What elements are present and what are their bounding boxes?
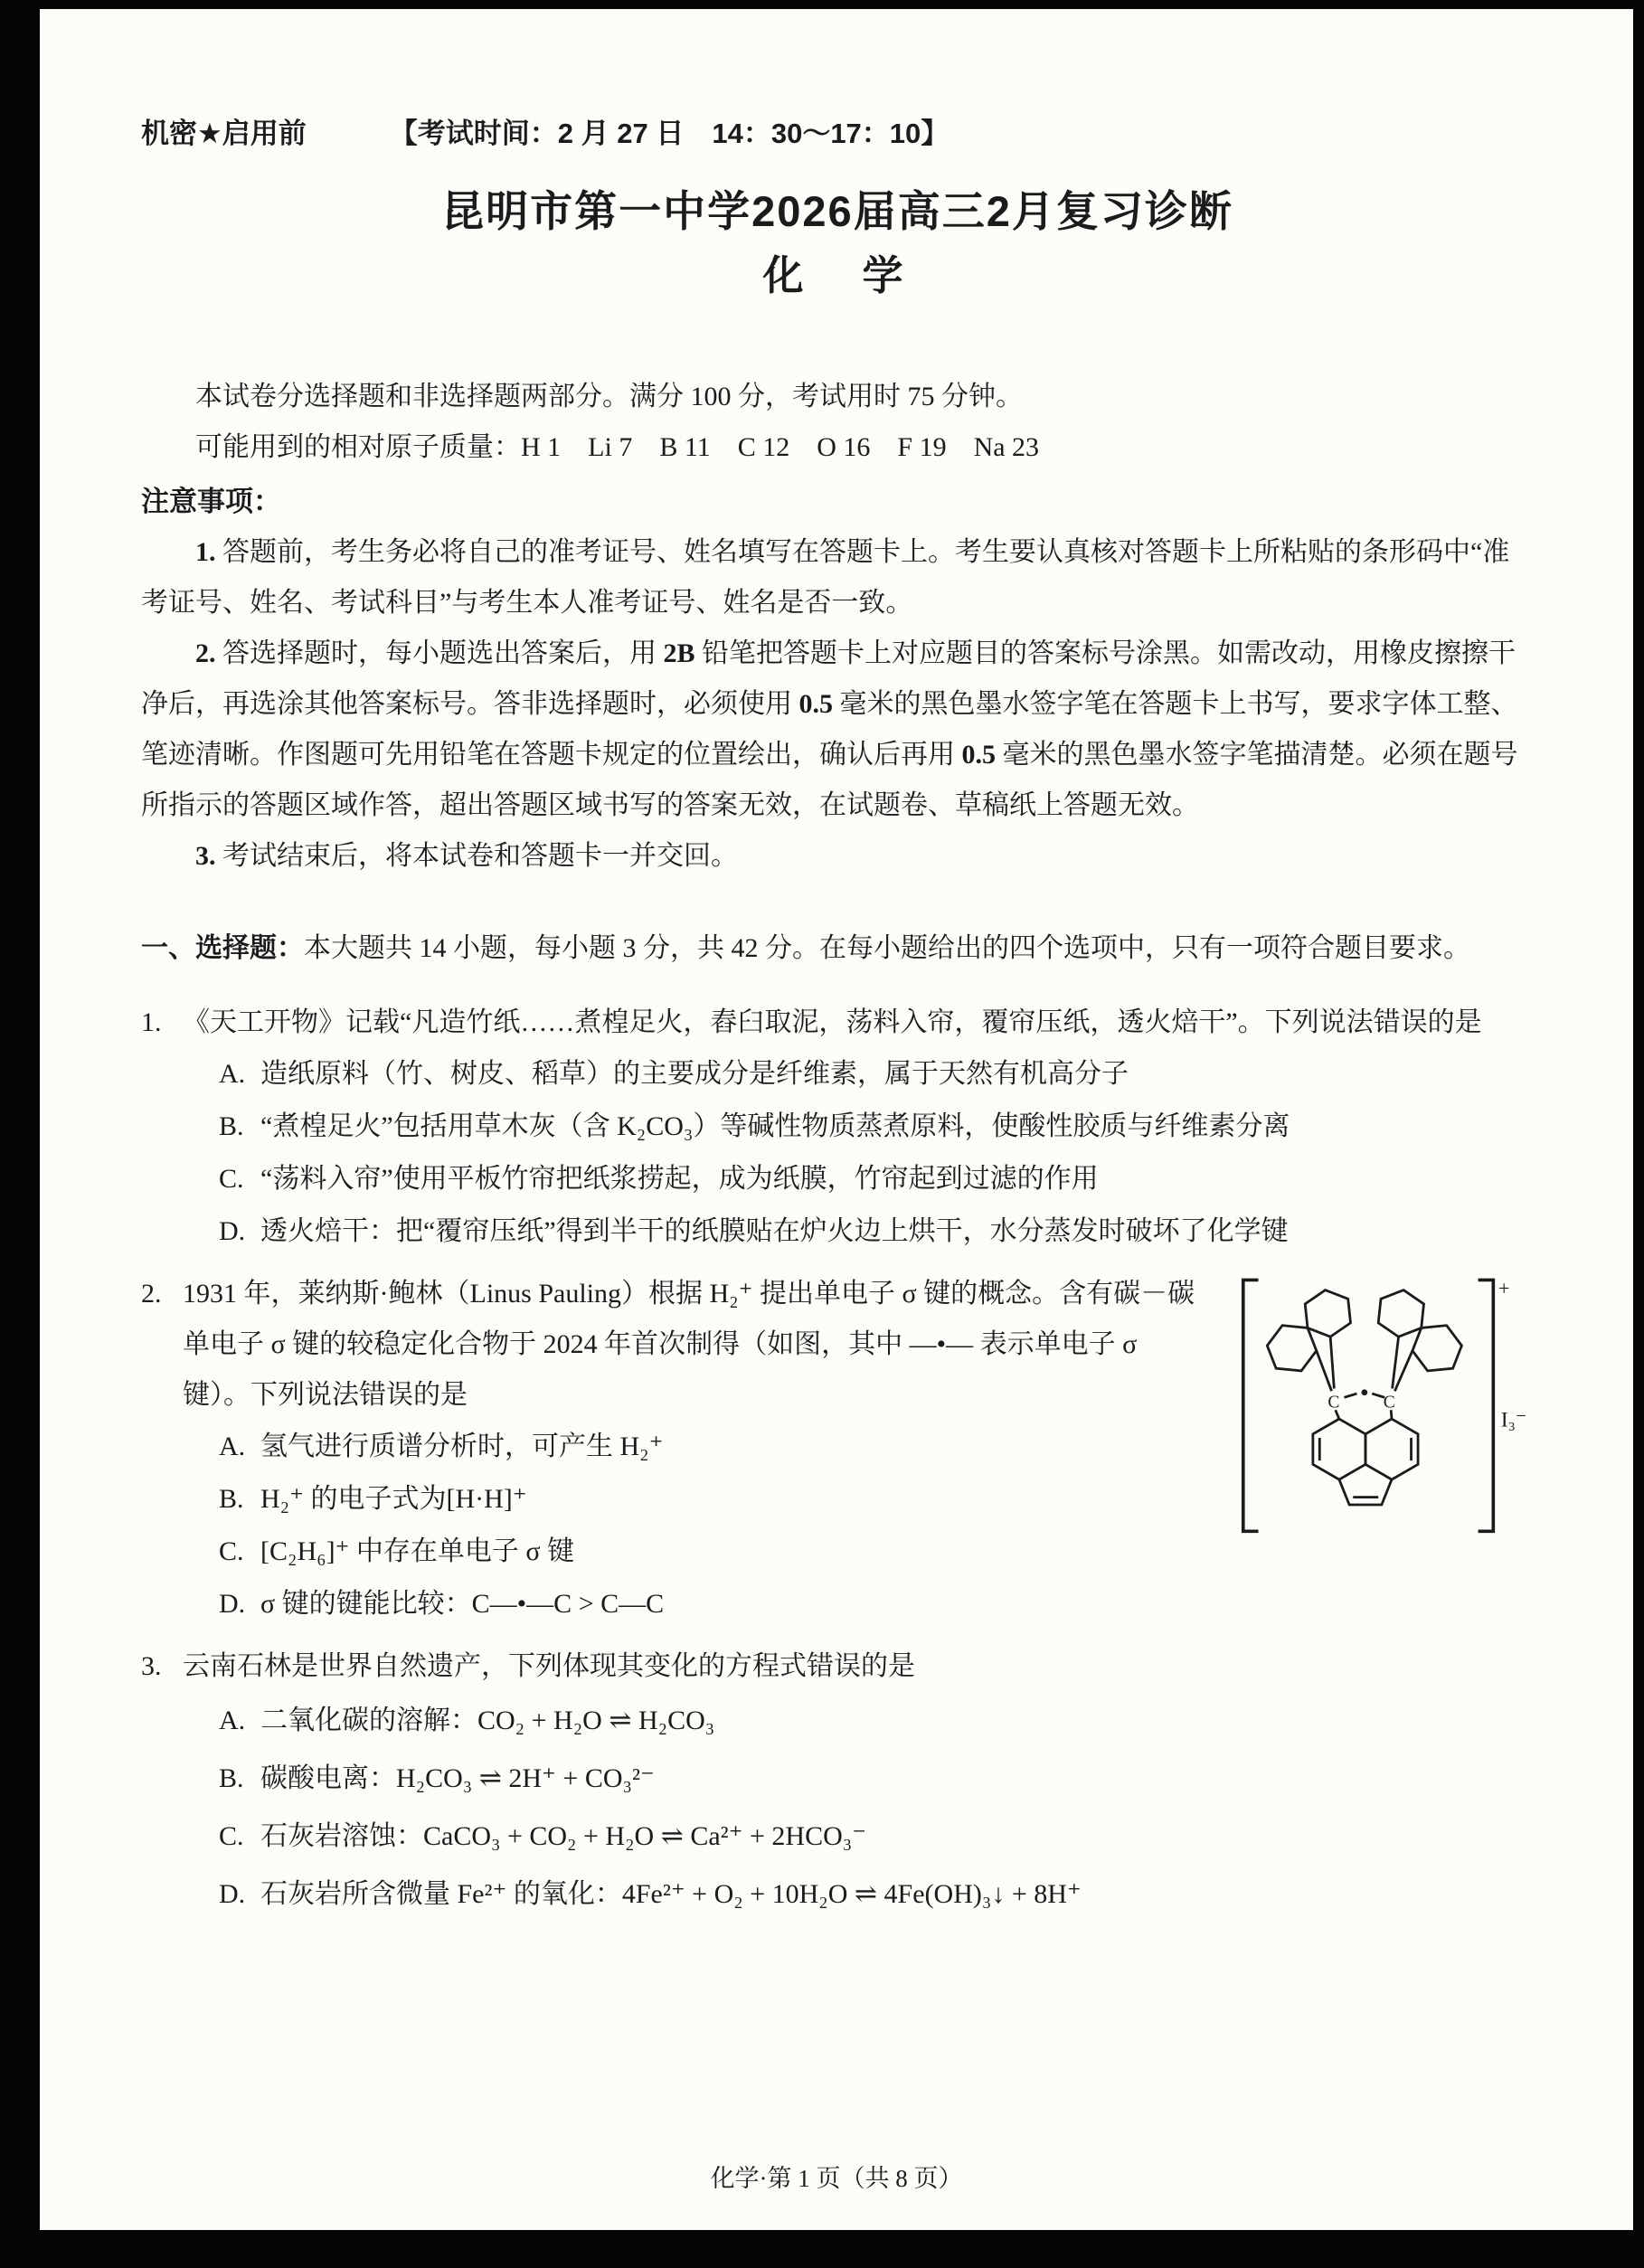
option-d-text: σ 键的键能比较：C—•—C > C—C (260, 1589, 665, 1619)
notice-item-1-number: 1. (195, 537, 216, 567)
notice-item-2-bold-05b: 0.5 (961, 740, 996, 770)
molecule-structure-diagram (1228, 1272, 1546, 1544)
page-footer: 化学·第 1 页（共 8 页） (710, 2165, 963, 2192)
question-3 (141, 1641, 1534, 1923)
question-1-option-d (219, 1205, 1534, 1258)
intro-line-1: 本试卷分选择题和非选择题两部分。满分 100 分，考试用时 75 分钟。 (195, 382, 1023, 411)
option-c-label: C. (219, 1821, 244, 1851)
notice-item-2 (141, 628, 1534, 831)
option-a-label: A. (219, 1706, 246, 1735)
question-1-stem: 《天工开物》记载“凡造竹纸……煮楻足火，舂臼取泥，荡料入帘，覆帘压纸，透火焙干”。下列说法错误的是 (183, 1007, 1482, 1037)
question-1-number: 1. (141, 1007, 162, 1037)
option-a-label: A. (219, 1059, 246, 1089)
ring (1413, 1326, 1461, 1371)
option-b-label: B. (219, 1763, 244, 1793)
notice-item-3-number: 3. (195, 841, 216, 871)
notice-item-2-text-d: 毫米的黑色墨水签字笔描清楚。必须在题号所指示的答题区域作答，超出答题区域书写的答案无效，在试题卷、草稿纸上答题无效。 (141, 740, 1518, 820)
option-d-text: 透火焙干：把“覆帘压纸”得到半干的纸膜贴在炉火边上烘干，水分蒸发时破坏了化学键 (260, 1216, 1289, 1246)
question-2-stem: 1931 年，莱纳斯·鲍林（Linus Pauling）根据 H₂⁺ 提出单电子 σ 键的概念。含有碳－碳单电子 σ 键的较稳定化合物于 2024 年首次制得（如图，其中 —•— 表示单电子 σ 键）。下列说法错误的是 (183, 1279, 1195, 1410)
section-1-label: 一、选择题： (141, 933, 304, 963)
question-2-option-d (219, 1578, 1534, 1630)
paper-subject: 化 学 (762, 252, 912, 298)
question-1 (141, 997, 1534, 1258)
question-2 (141, 1269, 1534, 1630)
notice-item-1-text: 答题前，考生务必将自己的准考证号、姓名填写在答题卡上。考生要认真核对答题卡上所粘贴的条形码中“准考证号、姓名、考试科目”与考生本人准考证号、姓名是否一致。 (141, 537, 1510, 618)
option-b-label: B. (219, 1484, 244, 1514)
notice-item-2-text-c: 毫米的黑色墨水签字笔在答题卡上书写，要求字体工整、笔迹清晰。作图题可先用铅笔在答题卡规定的位置绘出，确认后再用 (141, 689, 1518, 770)
bond (1394, 1351, 1413, 1392)
question-1-option-b (219, 1101, 1534, 1153)
question-3-option-c (219, 1808, 1534, 1866)
question-3-option-a (219, 1692, 1534, 1750)
option-b-label: B. (219, 1111, 244, 1141)
paper-title: 昆明市第一中学2026届高三2月复习诊断 (441, 187, 1233, 235)
notice-item-2-bold-2b: 2B (663, 638, 695, 668)
carbon-atom-right: C (1383, 1393, 1395, 1413)
question-3-options (183, 1692, 1534, 1923)
question-1-options (183, 1048, 1534, 1258)
bond (1393, 1337, 1399, 1388)
question-3-option-b (219, 1750, 1534, 1808)
question-3-option-d (219, 1866, 1534, 1923)
paper-header (141, 110, 1534, 151)
option-d-label: D. (219, 1216, 246, 1246)
question-1-option-a (219, 1048, 1534, 1101)
exam-paper-page-1 (40, 9, 1633, 2230)
notice-item-2-text-a: 答选择题时，每小题选出答案后，用 (215, 638, 664, 668)
question-2-number: 2. (141, 1279, 162, 1309)
option-d-label: D. (219, 1879, 246, 1909)
intro-line-2: 可能用到的相对原子质量：H 1 Li 7 B 11 C 12 O 16 F 19 Na 23 (195, 432, 1040, 462)
spacer (141, 974, 1534, 987)
notice-item-1 (141, 527, 1534, 628)
option-d-text: 石灰岩所含微量 Fe²⁺ 的氧化：4Fe²⁺ + O₂ + 10H₂O ⇌ 4Fe(OH)₃↓ + 8H⁺ (260, 1879, 1082, 1909)
section-1-heading (141, 923, 1534, 974)
option-b-text: 碳酸电离：H₂CO₃ ⇌ 2H⁺ + CO₃²⁻ (260, 1763, 655, 1793)
option-c-text: “荡料入帘”使用平板竹帘把纸浆捞起，成为纸膜，竹帘起到过滤的作用 (260, 1164, 1099, 1194)
carbon-atom-left: C (1327, 1393, 1340, 1413)
right-bracket (1479, 1280, 1494, 1531)
spacer (141, 882, 1534, 923)
question-3-stem: 云南石林是世界自然遗产，下列体现其变化的方程式错误的是 (183, 1651, 915, 1681)
question-3-number: 3. (141, 1651, 162, 1681)
security-label: 机密★启用前 (141, 118, 307, 149)
option-a-text: 氢气进行质谱分析时，可产生 H₂⁺ (260, 1432, 664, 1461)
option-c-text: [C₂H₆]⁺ 中存在单电子 σ 键 (260, 1536, 575, 1566)
bond (1330, 1337, 1334, 1388)
question-2-figure (1228, 1272, 1546, 1544)
left-bracket (1243, 1280, 1259, 1531)
option-b-text: H₂⁺ 的电子式为[H·H]⁺ (260, 1484, 527, 1514)
notice-heading: 注意事项： (141, 486, 281, 517)
section-1-desc: 本大题共 14 小题，每小题 3 分，共 42 分。在每小题给出的四个选项中，只有一项符合题目要求。 (304, 933, 1470, 963)
notice-item-2-bold-05a: 0.5 (798, 689, 833, 719)
option-a-label: A. (219, 1432, 246, 1461)
option-c-text: 石灰岩溶蚀：CaCO₃ + CO₂ + H₂O ⇌ Ca²⁺ + 2HCO₃⁻ (260, 1821, 867, 1851)
ring (1305, 1290, 1350, 1337)
option-c-label: C. (219, 1164, 244, 1194)
exam-time-label: 【考试时间：2 月 27 日 14：30～17：10】 (389, 118, 950, 149)
notice-item-3-text: 考试结束后，将本试卷和答题卡一并交回。 (215, 841, 738, 871)
option-a-text: 造纸原料（竹、树皮、稻草）的主要成分是纤维素，属于天然有机高分子 (260, 1059, 1129, 1089)
charge-plus-label: + (1498, 1277, 1510, 1300)
bond (1345, 1394, 1357, 1397)
ring (1267, 1326, 1316, 1371)
option-d-label: D. (219, 1589, 246, 1619)
notice-item-3 (141, 831, 1534, 882)
notice-item-2-number: 2. (195, 638, 216, 668)
bond (1317, 1351, 1332, 1392)
option-b-text: “煮楻足火”包括用草木灰（含 K₂CO₃）等碱性物质蒸煮原料，使酸性胶质与纤维素分离 (260, 1111, 1290, 1141)
option-a-text: 二氧化碳的溶解：CO₂ + H₂O ⇌ H₂CO₃ (260, 1706, 715, 1735)
option-c-label: C. (219, 1536, 244, 1566)
question-1-option-c (219, 1153, 1534, 1205)
ring (1339, 1479, 1392, 1505)
single-electron-dot (1362, 1389, 1368, 1395)
triiodide-label: I₃⁻ (1500, 1408, 1527, 1432)
ring (1378, 1290, 1423, 1337)
notice-item-2-text-b: 铅笔把答题卡上对应题目的答案标号涂黑。如需改动，用橡皮擦擦干净后，再选涂其他答案标号。答非选择题时，必须使用 (141, 638, 1516, 719)
